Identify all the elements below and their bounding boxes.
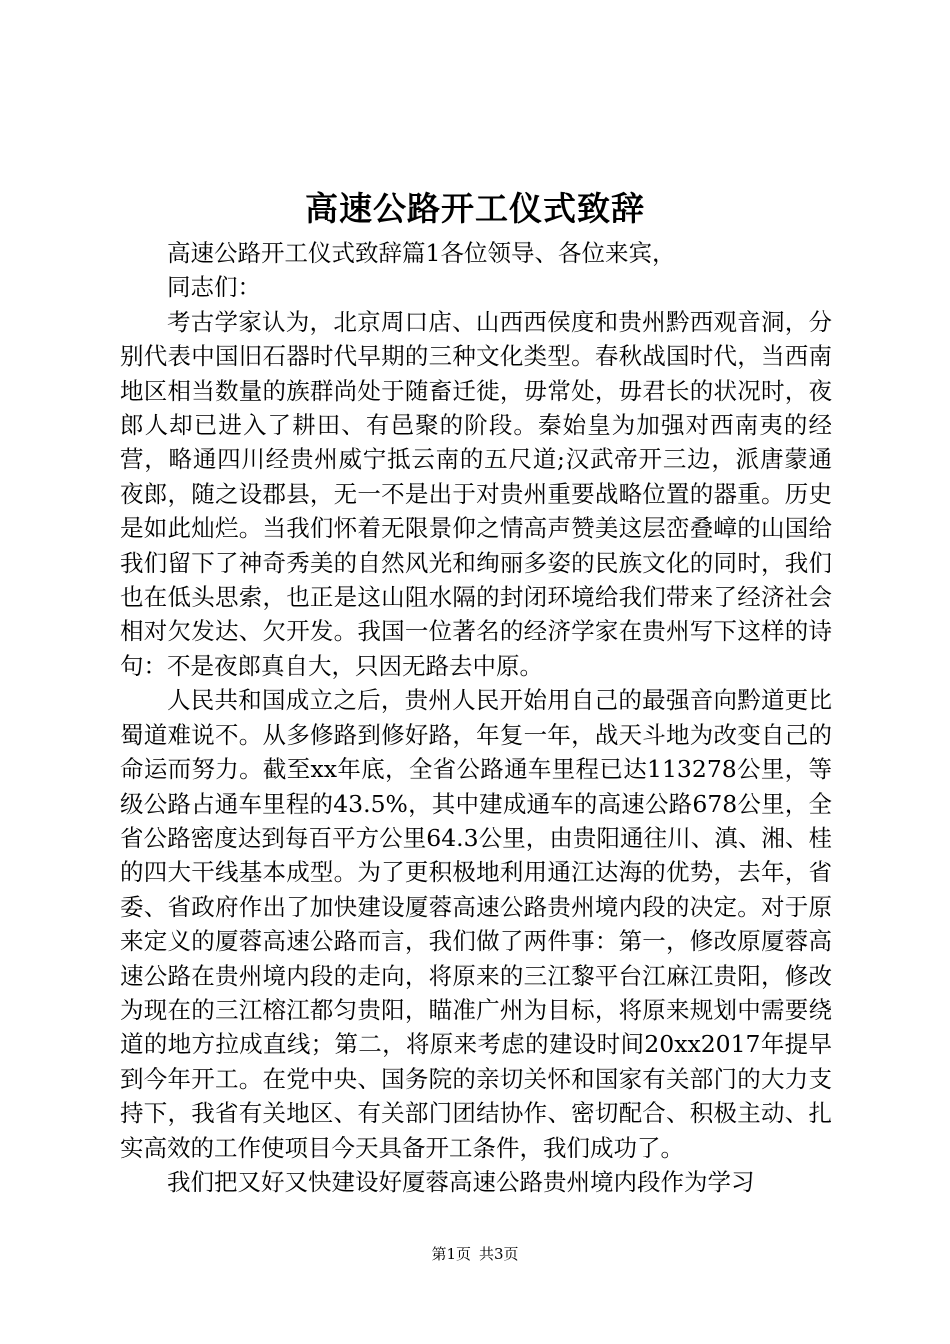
paragraph-salutation: 同志们：: [167, 273, 261, 302]
page-current: 第1页: [431, 1245, 471, 1263]
document-title: 高速公路开工仪式致辞: [305, 189, 645, 228]
page-number-footer: [0, 1244, 950, 1264]
paragraph-road-building: 人民共和国成立之后，贵州人民开始用自己的最强音向黔道更比蜀道难说不。从多修路到修好路，年复一年，战天斗地为改变自己的命运而努力。截至xx年底，全省公路通车里程已达113278公里，等级公路占通车里程的43.5%，其中建成通车的高速公路678公里，全省公路密度达到每百平方公里64.3公里，由贵阳通往川、滇、湘、桂的四大干线基本成型。为了更积极地利用通江达海的优势，去年，省委、省政府作出了加快建设厦蓉高速公路贵州境内段的决定。对于原来定义的厦蓉高速公路而言，我们做了两件事：第一，修改原厦蓉高速公路在贵州境内段的走向，将原来的三江黎平台江麻江贵阳，修改为现在的三江榕江都匀贵阳，瞄准广州为目标，将原来规划中需要绕道的地方拉成直线；第二，将原来考虑的建设时间20xx2017年提早到今年开工。在党中央、国务院的亲切关怀和国家有关部门的大力支持下，我省有关地区、有关部门团结协作、密切配合、积极主动、扎实高效的工作使项目今天具备开工条件，我们成功了。: [120, 686, 832, 1162]
paragraph-opening: 高速公路开工仪式致辞篇1各位领导、各位来宾，: [167, 239, 676, 267]
page-total: 共3页: [479, 1245, 519, 1263]
document-body: [120, 236, 832, 1199]
paragraph-continuation: 我们把又好又快建设好厦蓉高速公路贵州境内段作为学习: [167, 1167, 755, 1196]
paragraph-history: 考古学家认为，北京周口店、山西西侯度和贵州黔西观音洞，分别代表中国旧石器时代早期的三种文化类型。春秋战国时代，当西南地区相当数量的族群尚处于随畜迁徙，毋常处，毋君长的状况时，夜郎人却已进入了耕田、有邑聚的阶段。秦始皇为加强对西南夷的经营，略通四川经贵州威宁抵云南的五尺道;汉武帝开三边，派唐蒙通夜郎，随之设郡县，无一不是出于对贵州重要战略位置的器重。历史是如此灿烂。当我们怀着无限景仰之情高声赞美这层峦叠嶂的山国给我们留下了神奇秀美的自然风光和绚丽多姿的民族文化的同时，我们也在低头思索，也正是这山阻水隔的封闭环境给我们带来了经济社会相对欠发达、欠开发。我国一位著名的经济学家在贵州写下这样的诗句：不是夜郎真自大，只因无路去中原。: [120, 307, 832, 680]
